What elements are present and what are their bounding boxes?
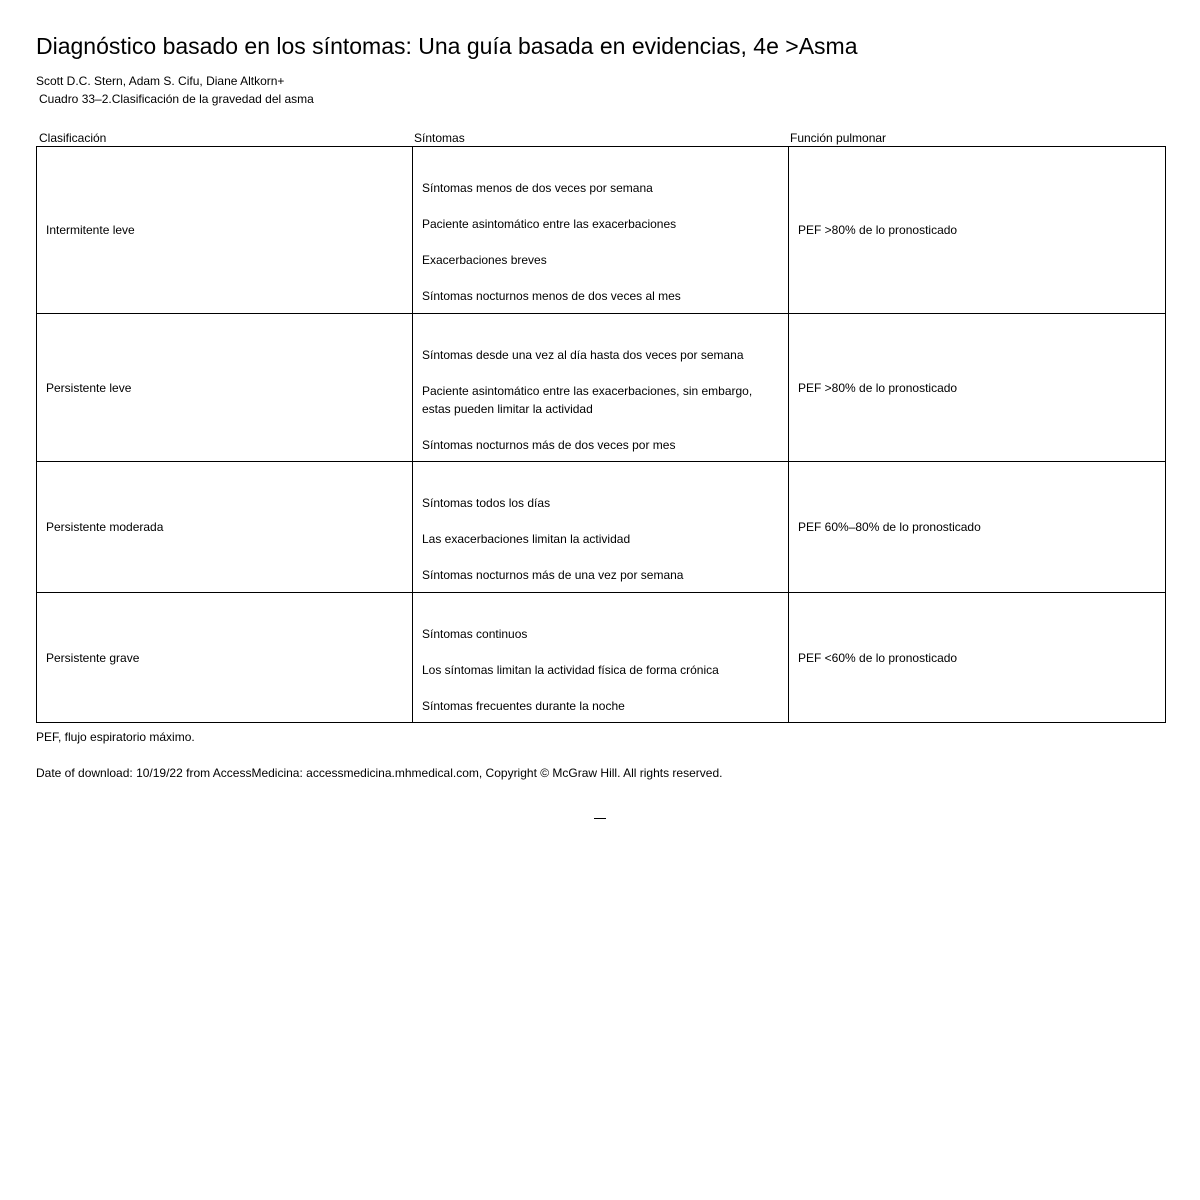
column-header-pulmonary-function: Función pulmonar	[790, 131, 887, 145]
symptoms-cell	[413, 314, 789, 462]
classification-cell: Intermitente leve	[37, 147, 413, 314]
symptom-item: Paciente asintomático entre las exacerbaciones, sin embargo, estas pueden limitar la actividad	[422, 384, 753, 416]
symptom-item: Síntomas continuos	[422, 627, 528, 641]
table-row	[37, 314, 1166, 462]
symptoms-cell	[413, 462, 789, 593]
symptom-item: Síntomas nocturnos más de dos veces por mes	[422, 438, 676, 452]
symptom-item: Síntomas desde una vez al día hasta dos veces por semana	[422, 348, 744, 362]
pulmonary-function-cell: PEF >80% de lo pronosticado	[789, 147, 1166, 314]
table-row	[37, 462, 1166, 593]
classification-cell: Persistente grave	[37, 593, 413, 723]
table-caption: Cuadro 33–2.Clasificación de la gravedad del asma	[39, 92, 314, 106]
download-note: Date of download: 10/19/22 from AccessMedicina: accessmedicina.mhmedical.com, Copyright © McGraw Hill. All rights reserved.	[36, 766, 723, 780]
column-header-symptoms: Síntomas	[414, 131, 465, 145]
symptom-item: Síntomas todos los días	[422, 496, 551, 510]
pulmonary-function-cell: PEF >80% de lo pronosticado	[789, 314, 1166, 462]
symptom-item: Síntomas nocturnos más de una vez por semana	[422, 568, 684, 582]
table-row	[37, 593, 1166, 723]
classification-cell: Persistente moderada	[37, 462, 413, 593]
symptom-item: Síntomas menos de dos veces por semana	[422, 181, 653, 195]
symptom-item: Los síntomas limitan la actividad física de forma crónica	[422, 663, 719, 677]
pulmonary-function-cell: PEF 60%–80% de lo pronosticado	[789, 462, 1166, 593]
column-header-classification: Clasificación	[39, 131, 107, 145]
symptom-item: Síntomas nocturnos menos de dos veces al mes	[422, 289, 681, 303]
symptom-item: Síntomas frecuentes durante la noche	[422, 699, 625, 713]
classification-cell: Persistente leve	[37, 314, 413, 462]
authors: Scott D.C. Stern, Adam S. Cifu, Diane Altkorn+	[36, 74, 285, 88]
pulmonary-function-cell: PEF <60% de lo pronosticado	[789, 593, 1166, 723]
symptoms-cell	[413, 593, 789, 723]
table-row	[37, 147, 1166, 314]
page-separator	[594, 818, 606, 819]
page-title: Diagnóstico basado en los síntomas: Una guía basada en evidencias, 4e >Asma	[36, 33, 858, 59]
table-header-row	[36, 130, 1164, 146]
asthma-severity-table	[36, 146, 1166, 723]
symptom-item: Exacerbaciones breves	[422, 253, 547, 267]
symptoms-cell	[413, 147, 789, 314]
table-footnote: PEF, flujo espiratorio máximo.	[36, 730, 195, 744]
symptom-item: Paciente asintomático entre las exacerbaciones	[422, 217, 677, 231]
symptom-item: Las exacerbaciones limitan la actividad	[422, 532, 631, 546]
